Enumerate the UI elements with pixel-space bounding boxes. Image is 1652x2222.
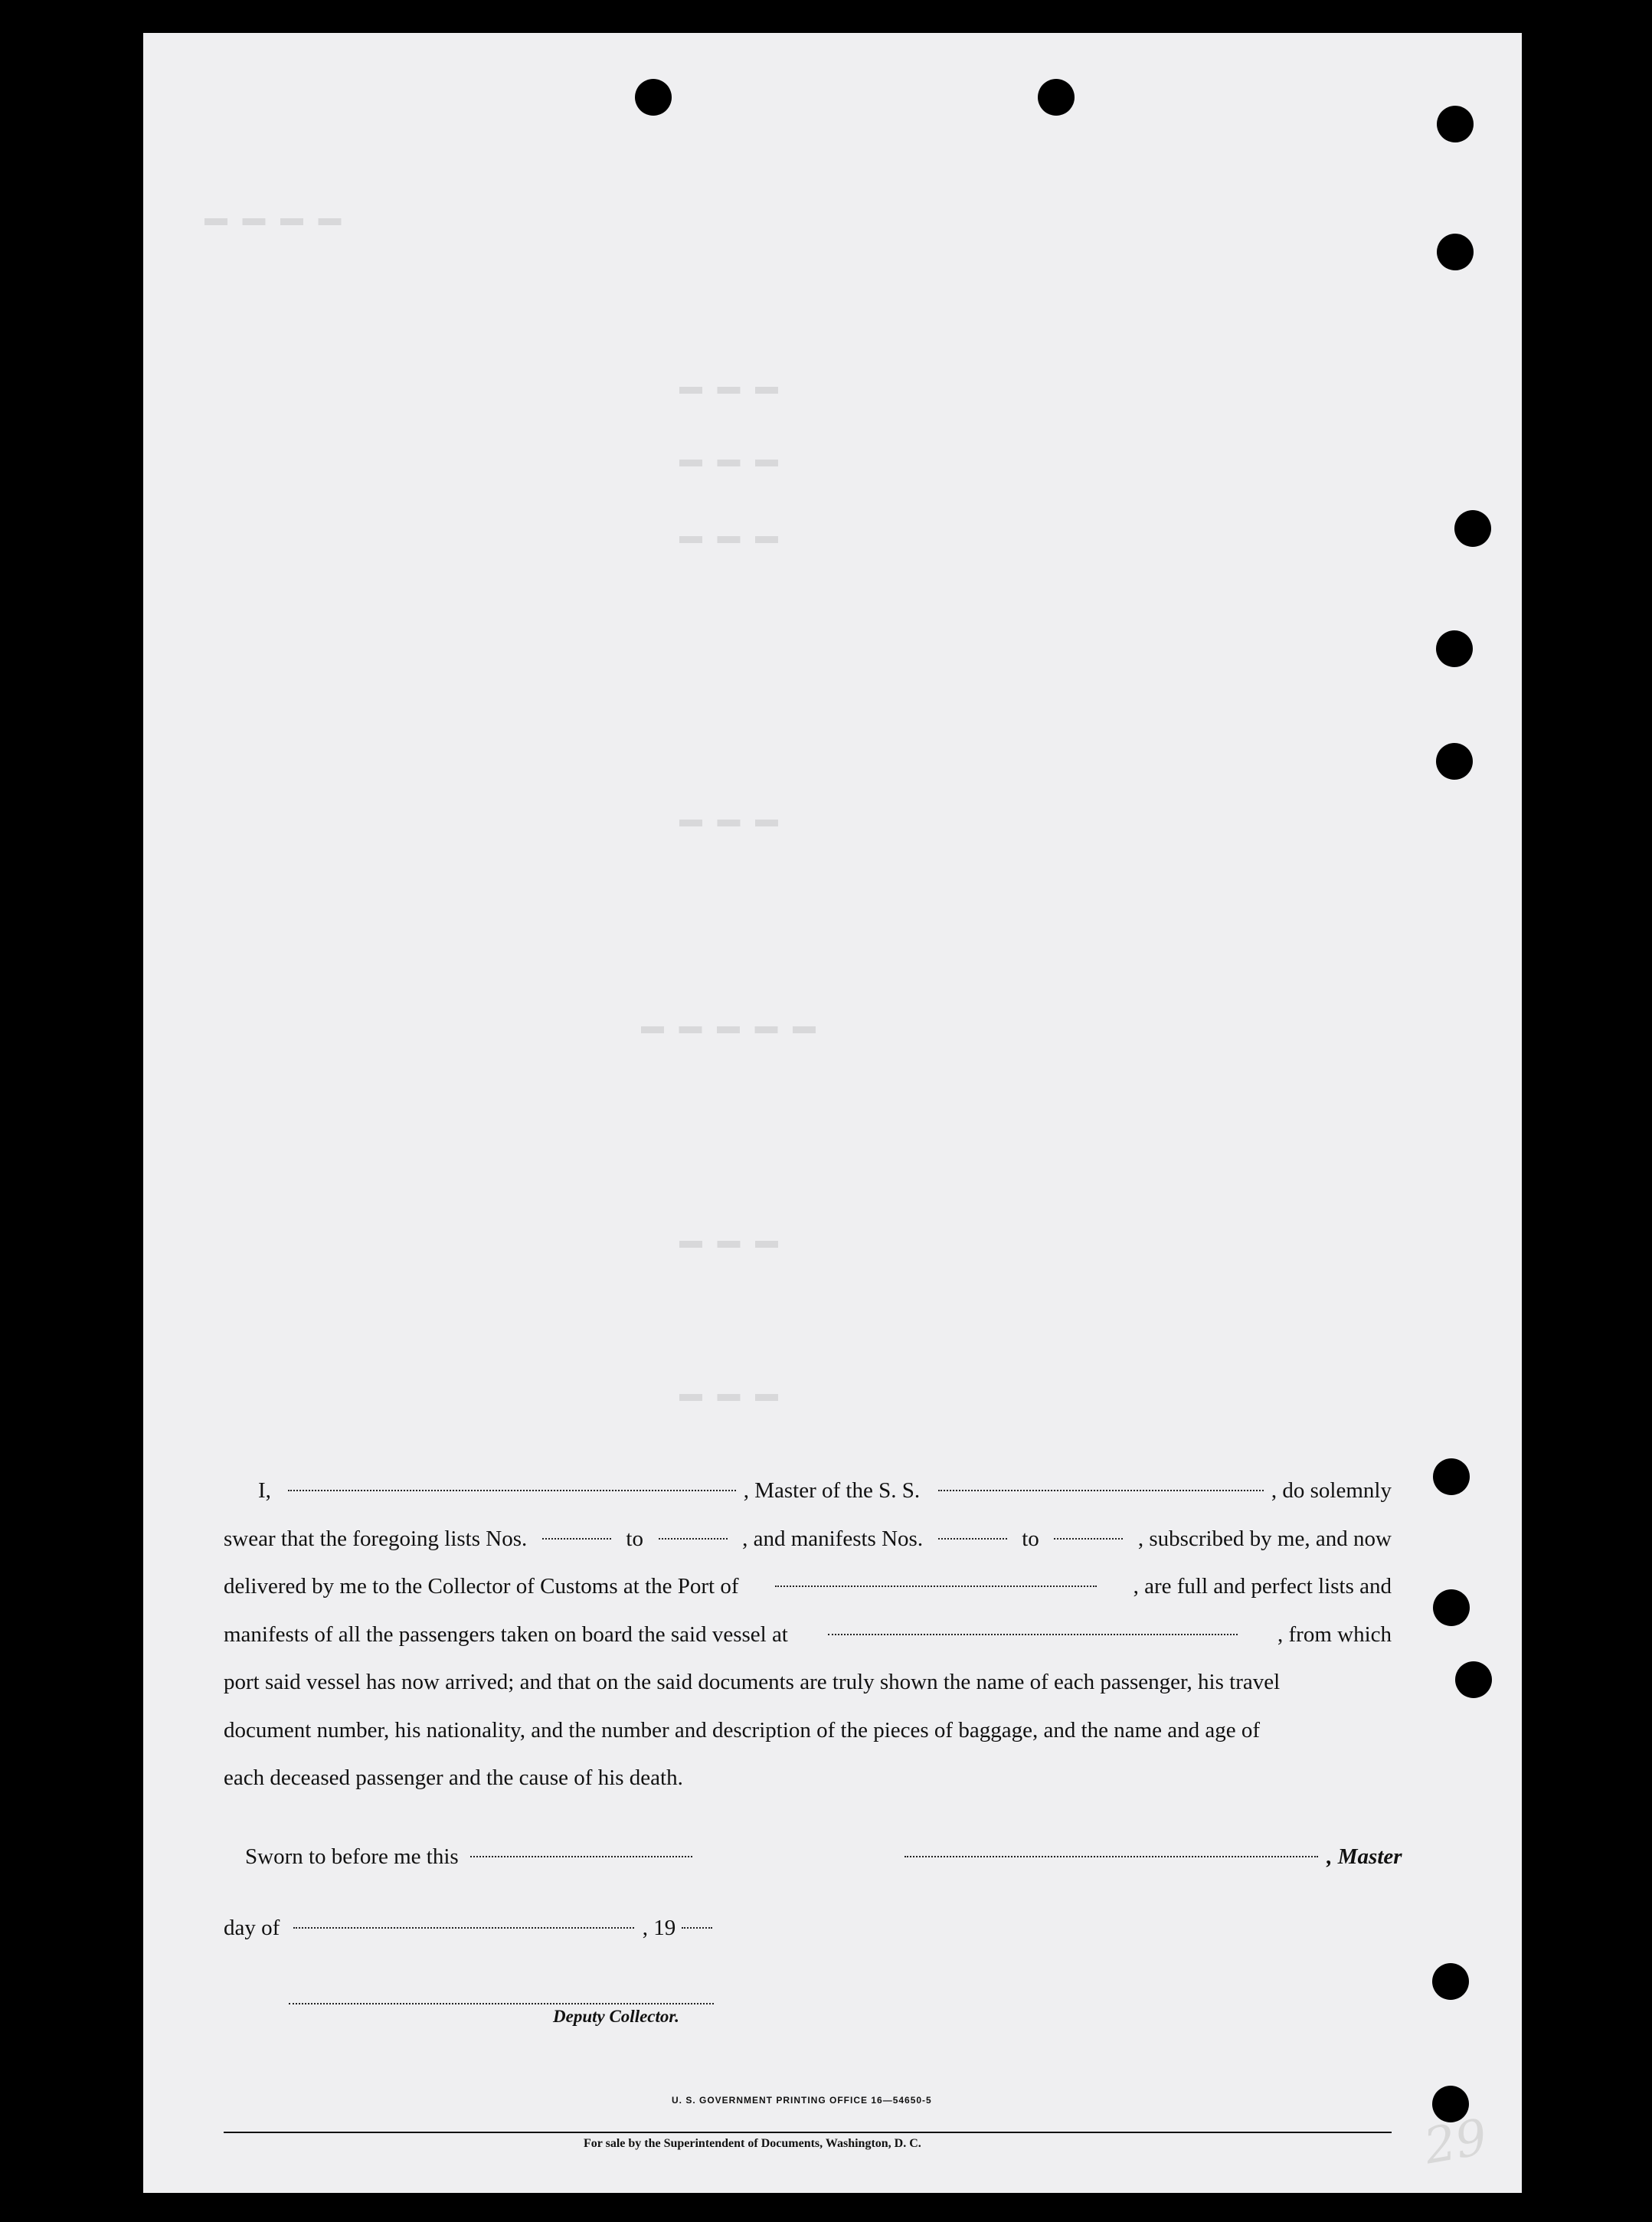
punch-hole bbox=[1454, 510, 1491, 547]
oath-text: document number, his nationality, and the number and description of the pieces of baggage, and the name and age of bbox=[224, 1717, 1261, 1743]
footer-rule bbox=[224, 2132, 1392, 2133]
oath-text: , subscribed by me, and now bbox=[1137, 1526, 1392, 1551]
bleed-through: ▬ ▬ ▬ bbox=[679, 447, 783, 472]
list-to-field[interactable] bbox=[659, 1538, 728, 1540]
oath-text: delivered by me to the Collector of Customs at the Port of bbox=[224, 1574, 739, 1599]
year-field[interactable] bbox=[682, 1927, 712, 1929]
month-field[interactable] bbox=[293, 1927, 634, 1929]
day-of-label: day of bbox=[224, 1916, 280, 1940]
for-sale-notice: For sale by the Superintendent of Documents, Washington, D. C. bbox=[584, 2137, 921, 2150]
oath-text: , from which bbox=[1277, 1622, 1392, 1647]
bleed-through: ▬ ▬ ▬ bbox=[679, 374, 783, 399]
oath-line bbox=[224, 1515, 1392, 1563]
punch-hole bbox=[1433, 1458, 1470, 1495]
oath-text: , Master of the S. S. bbox=[743, 1478, 921, 1503]
bleed-through: ▬ ▬ ▬ ▬ ▬ bbox=[641, 1013, 820, 1039]
oath-text: , do solemnly bbox=[1271, 1478, 1392, 1503]
oath-text: swear that the foregoing lists Nos. bbox=[224, 1526, 528, 1551]
year-label: , 19 bbox=[642, 1916, 676, 1940]
oath-text: each deceased passenger and the cause of his death. bbox=[224, 1765, 683, 1790]
handwritten-page-number: 29 bbox=[1420, 2109, 1492, 2176]
oath-text: I, bbox=[258, 1478, 271, 1503]
punch-hole bbox=[1436, 630, 1473, 667]
oath-text: port said vessel has now arrived; and that on the said documents are truly shown the name of each passenger, his travel bbox=[224, 1670, 1281, 1694]
port-of-departure-field[interactable] bbox=[828, 1634, 1238, 1635]
oath-text: , are full and perfect lists and bbox=[1133, 1574, 1392, 1599]
port-of-arrival-field[interactable] bbox=[775, 1586, 1097, 1587]
oath-text: , and manifests Nos. bbox=[742, 1526, 924, 1551]
day-of-line bbox=[224, 1916, 715, 1941]
printing-office-imprint: U. S. GOVERNMENT PRINTING OFFICE 16—54650-5 bbox=[672, 2095, 932, 2106]
punch-hole bbox=[1038, 79, 1075, 116]
manifest-to-field[interactable] bbox=[1054, 1538, 1123, 1540]
oath-line bbox=[224, 1658, 1392, 1707]
oath-line bbox=[224, 1754, 1392, 1802]
sworn-date-field[interactable] bbox=[470, 1856, 692, 1857]
sworn-label: Sworn to before me this bbox=[245, 1844, 459, 1869]
punch-hole bbox=[1437, 106, 1474, 142]
manifest-from-field[interactable] bbox=[938, 1538, 1007, 1540]
form-sheet bbox=[143, 33, 1522, 2193]
bleed-through: ▬ ▬ ▬ bbox=[679, 1228, 783, 1253]
deputy-collector-label: Deputy Collector. bbox=[553, 2007, 679, 2026]
oath-line bbox=[224, 1707, 1392, 1755]
ship-name-field[interactable] bbox=[938, 1490, 1264, 1491]
punch-hole bbox=[635, 79, 672, 116]
master-signature-field[interactable] bbox=[905, 1856, 1318, 1857]
oath-line bbox=[224, 1467, 1392, 1515]
oath-text: to bbox=[1022, 1526, 1039, 1551]
master-label: , Master bbox=[1327, 1844, 1402, 1869]
punch-hole bbox=[1436, 743, 1473, 780]
master-signature-line bbox=[901, 1844, 1402, 1870]
oath-line bbox=[224, 1611, 1392, 1659]
list-from-field[interactable] bbox=[542, 1538, 611, 1540]
bleed-through: ▬ ▬ ▬ bbox=[679, 1381, 783, 1406]
punch-hole bbox=[1455, 1661, 1492, 1698]
punch-hole bbox=[1437, 234, 1474, 270]
bleed-through: ▬ ▬ ▬ ▬ bbox=[204, 205, 346, 231]
oath-text: manifests of all the passengers taken on board the said vessel at bbox=[224, 1622, 788, 1647]
master-oath bbox=[224, 1467, 1392, 1802]
oath-line bbox=[224, 1563, 1392, 1611]
sworn-line bbox=[245, 1844, 695, 1870]
master-name-field[interactable] bbox=[288, 1490, 736, 1491]
punch-hole bbox=[1432, 1963, 1469, 2000]
bleed-through: ▬ ▬ ▬ bbox=[679, 523, 783, 548]
bleed-through: ▬ ▬ ▬ bbox=[679, 807, 783, 832]
deputy-signature-field[interactable] bbox=[289, 2003, 714, 2004]
oath-text: to bbox=[626, 1526, 643, 1551]
punch-hole bbox=[1433, 1589, 1470, 1626]
